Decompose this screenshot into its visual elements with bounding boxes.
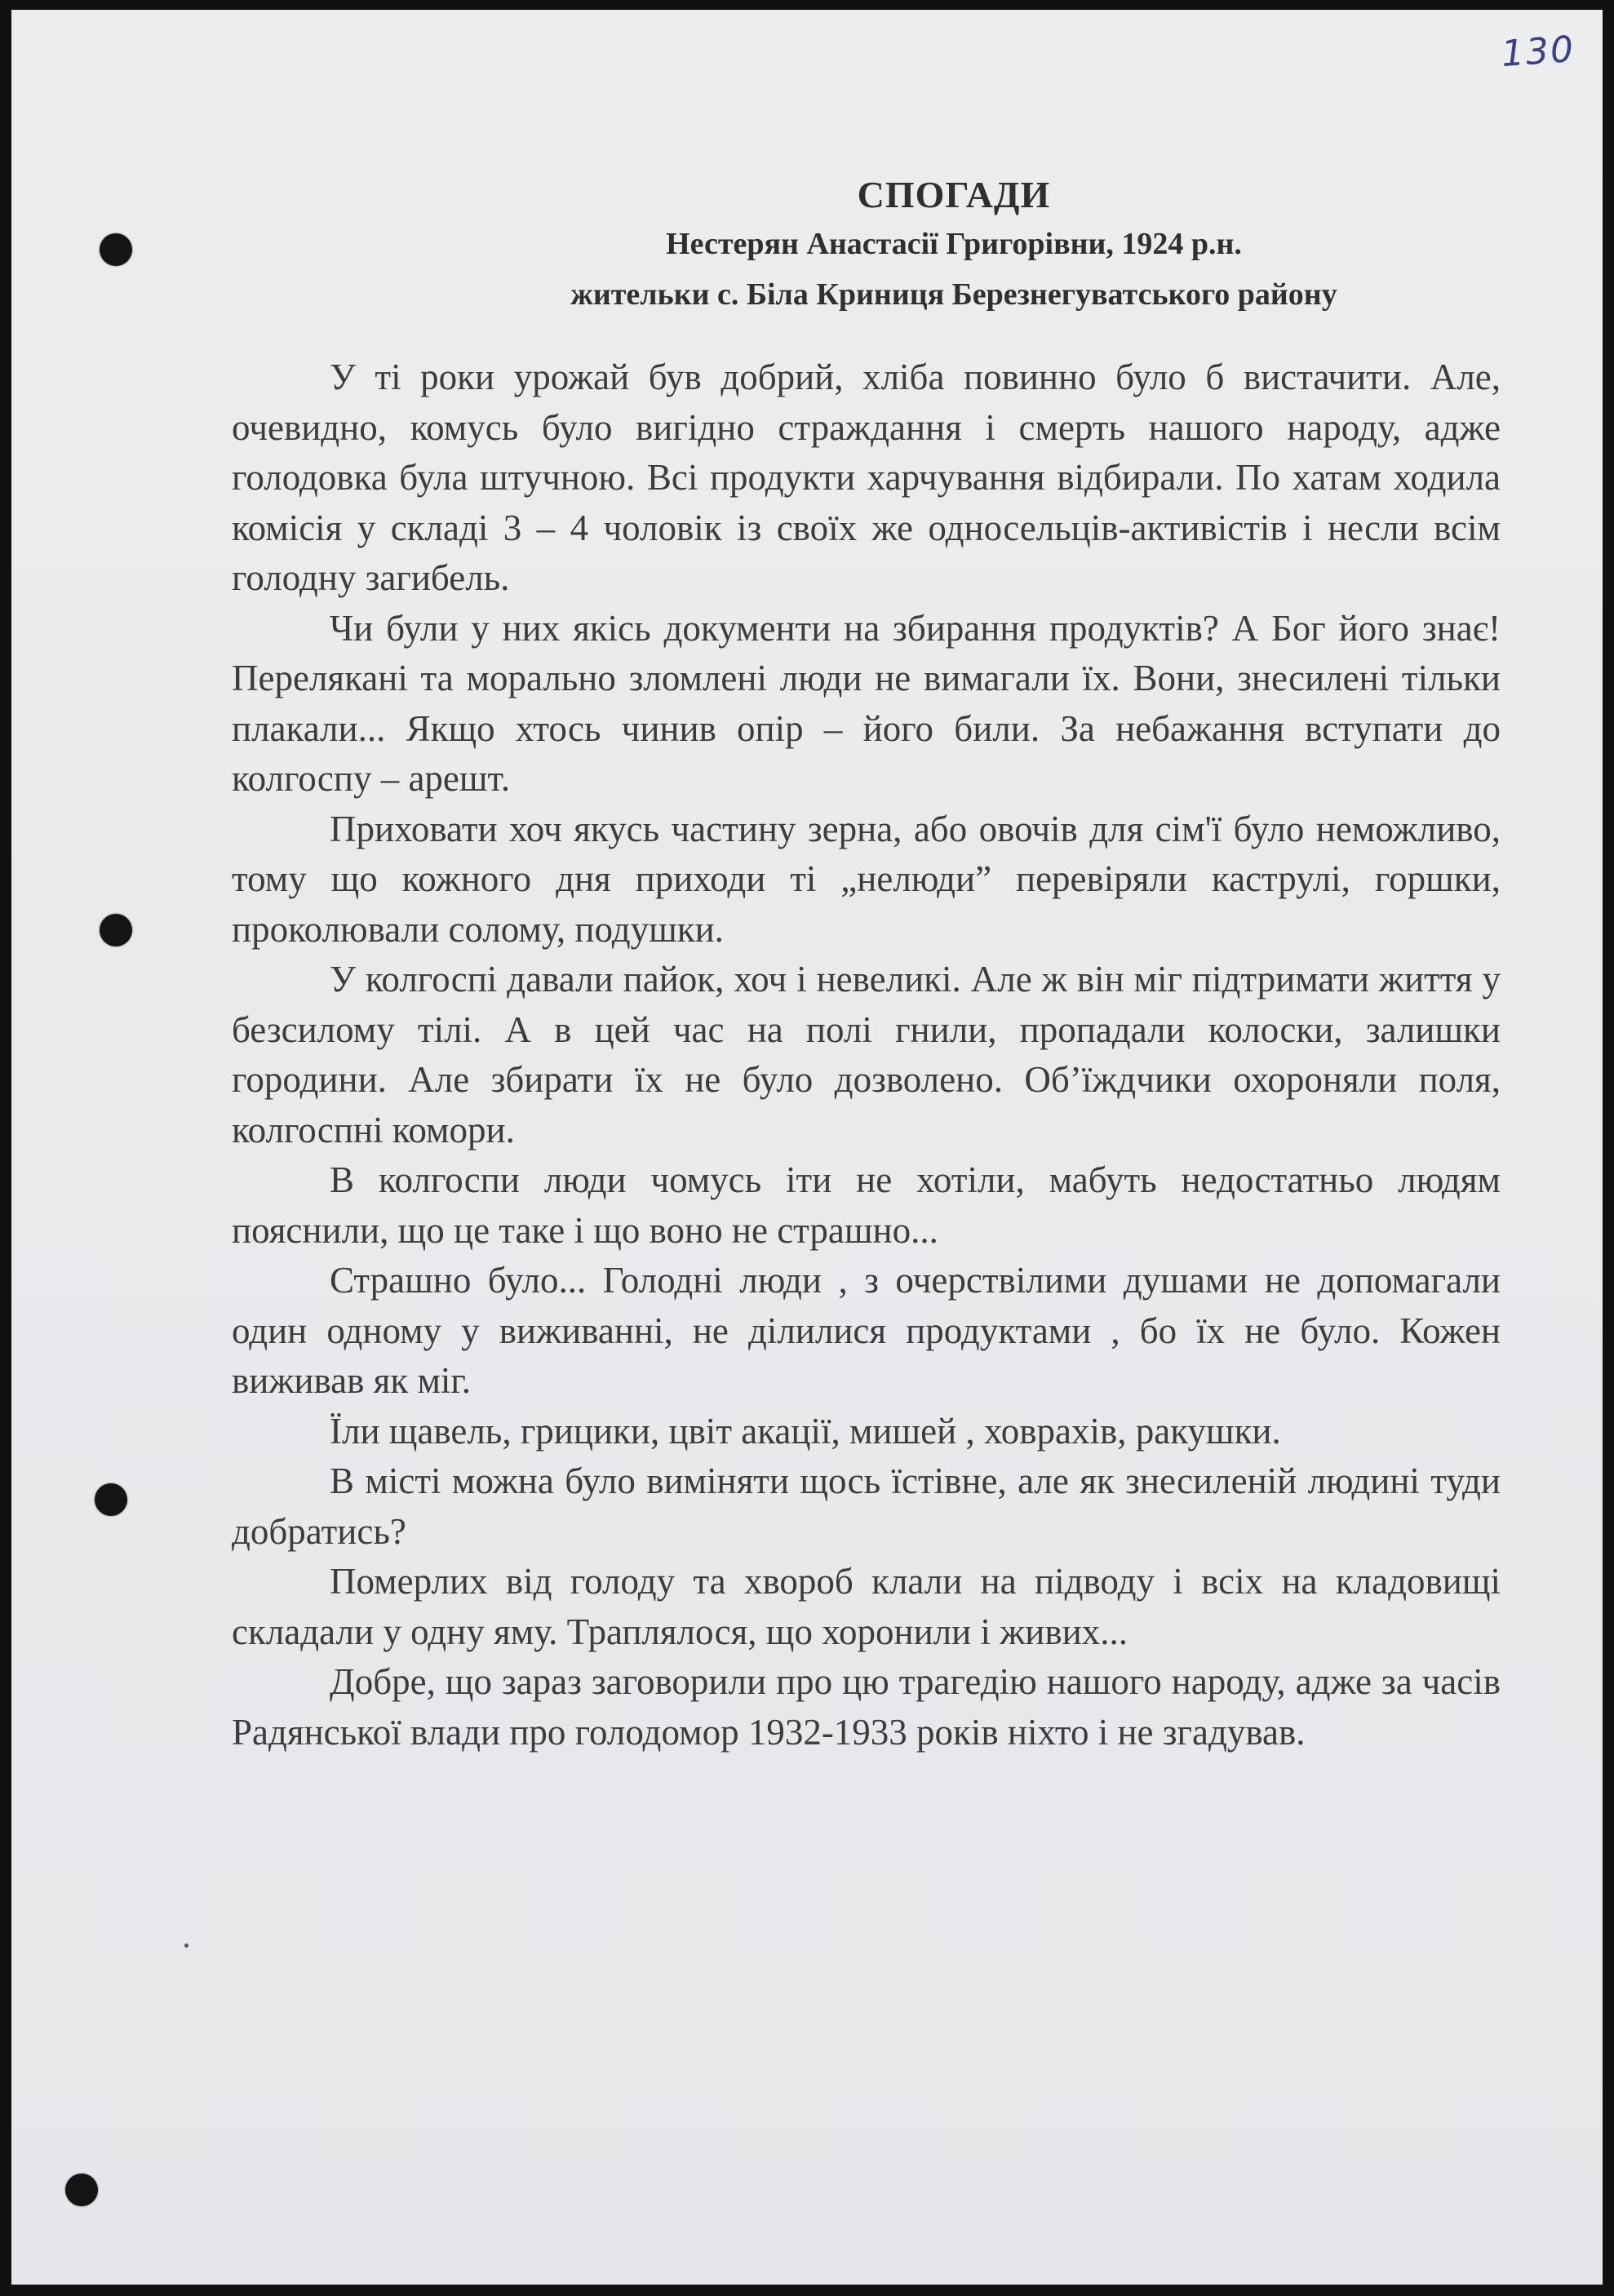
paragraph: У ті роки урожай був добрий, хліба повинно було б вистачити. Але, очевидно, комусь було вигідно страждання і смерть нашого народу, адже голодовка була штучною. Всі продукти харчування відбирали. По хатам ходила комісія у складі 3 – 4 чоловік із своїх же односельців-активістів і несли всім голодну загибель.: [232, 357, 1501, 598]
paragraph: Страшно було... Голодні люди , з очерствілими душами не допомагали один одному у виживанні, не ділилися продуктами , бо їх не було. Кожен виживав як міг.: [232, 1260, 1501, 1401]
document-title: СПОГАДИ: [857, 174, 1051, 215]
document-header: [11, 171, 1603, 320]
paragraph: Померлих від голоду та хвороб клали на підводу і всіх на кладовищі складали у одну яму. Траплялося, що хоронили і живих...: [232, 1561, 1501, 1652]
handwritten-page-number: 130: [1500, 28, 1576, 76]
paragraph: Чи були у них якісь документи на збирання продуктів? А Бог його знає! Перелякані та морально зломлені люди не вимагали їх. Вони, знесилені тільки плакали... Якщо хтось чинив опір – його били. За небажання вступати до колгоспу – арешт.: [232, 607, 1501, 799]
punch-hole: [100, 914, 132, 946]
paragraph: У колгоспі давали пайок, хоч і невеликі. Але ж він міг підтримати життя у безсилому тілі. А в цей час на полі гнили, пропадали колоски, залишки городини. Але збирати їх не було дозволено. Об’їждчики охороняли поля, колгоспні комори.: [232, 959, 1501, 1150]
punch-hole: [65, 2174, 98, 2206]
document-page: [11, 10, 1603, 2285]
author-name-line: Нестерян Анастасії Григорівни, 1924 р.н.: [666, 227, 1242, 261]
author-residence-line: жительки с. Біла Криниця Березнегуватського району: [570, 277, 1337, 312]
paragraph: Добре, що зараз заговорили про цю трагедію нашого народу, адже за часів Радянської влади про голодомор 1932-1933 років ніхто і не згадував.: [232, 1661, 1501, 1753]
paragraph: Приховати хоч якусь частину зерна, або овочів для сім'ї було неможливо, тому що кожного дня приходи ті „нелюди” перевіряли каструлі, горшки, проколювали солому, подушки.: [232, 808, 1501, 950]
memoir-body: [232, 352, 1501, 1757]
paragraph: Їли щавель, грицики, цвіт акації, мишей , ховрахів, ракушки.: [330, 1410, 1281, 1452]
stray-mark: [184, 1944, 188, 1948]
punch-hole: [95, 1483, 127, 1516]
paragraph: В місті можна було виміняти щось їстівне, але як знесиленій людині туди добратись?: [232, 1460, 1501, 1552]
paragraph: В колгоспи люди чомусь іти не хотіли, мабуть недостатньо людям пояснили, що це таке і що воно не страшно...: [232, 1159, 1501, 1251]
